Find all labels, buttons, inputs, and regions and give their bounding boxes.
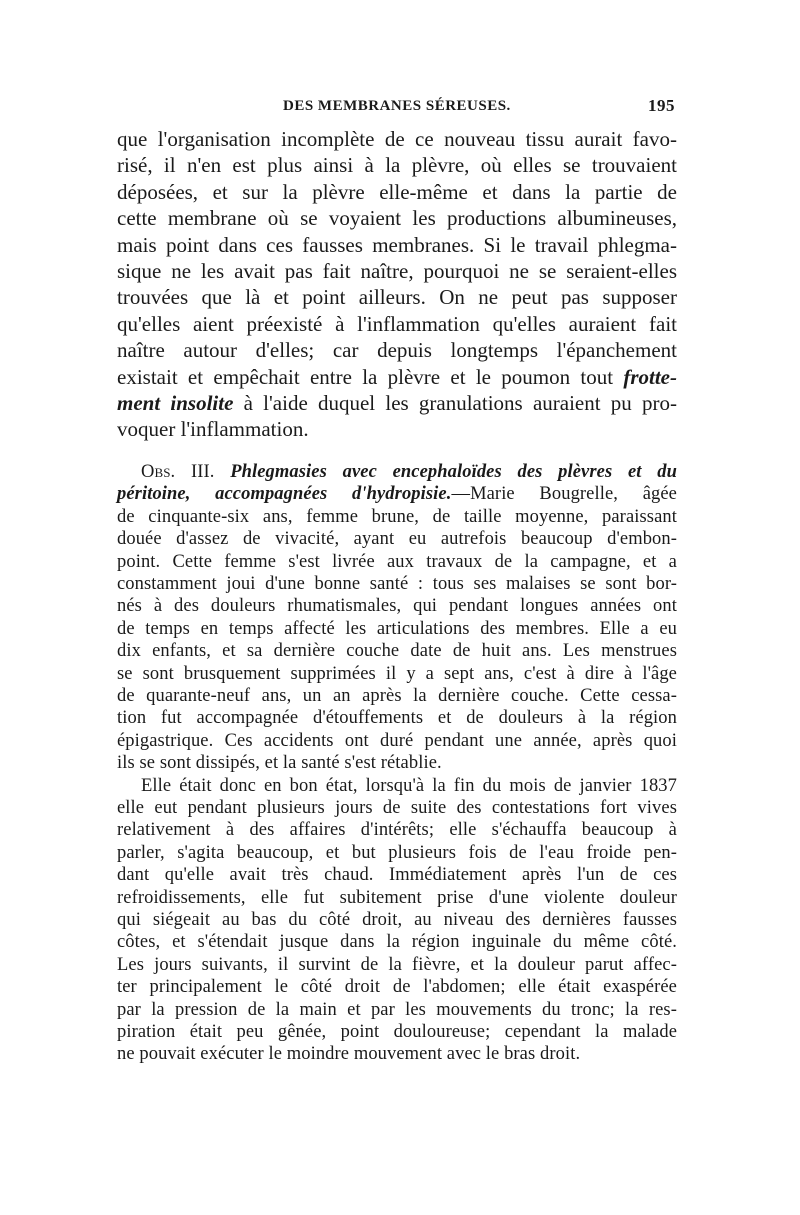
- text-line: de temps en temps affecté les articulations des membres. Elle a eu: [117, 618, 677, 639]
- text-line: mais point dans ces fausses membranes. Si le travail phlegma-: [117, 232, 677, 257]
- text-line: se sont brusquement supprimées il y a sept ans, c'est à dire à l'âge: [117, 663, 677, 684]
- text-line: par la pression de la main et par les mouvements du tronc; la res-: [117, 999, 677, 1020]
- text-line: parler, s'agita beaucoup, et but plusieurs fois de l'eau froide pen-: [117, 842, 677, 863]
- text-line: côtes, et s'étendait jusque dans la région inguinale du même côté.: [117, 932, 677, 953]
- running-title: DES MEMBRANES SÉREUSES.: [283, 98, 511, 114]
- text-line: elle eut pendant plusieurs jours de suite des contestations fort vives: [117, 797, 677, 818]
- text-fragment: existait et empêchait entre la plèvre et le poumon tout: [117, 364, 624, 389]
- text-line: [117, 390, 677, 416]
- page-number: 195: [648, 96, 675, 115]
- italic-term: ment insolite: [117, 391, 234, 416]
- text-line: douée d'assez de vivacité, ayant eu autrefois beaucoup d'embon-: [117, 529, 677, 550]
- text-line: de cinquante-six ans, femme brune, de taille moyenne, paraissant: [117, 506, 677, 527]
- book-page: [117, 96, 677, 1066]
- text-line: trouvées que là et point ailleurs. On ne peut pas supposer: [117, 285, 677, 310]
- text-line: naître autour d'elles; car depuis longtemps l'épanchement: [117, 338, 677, 363]
- text-line: épigastrique. Ces accidents ont duré pendant une année, après quoi: [117, 730, 677, 751]
- text-line: risé, il n'en est plus ainsi à la plèvre, où elles se trouvaient: [117, 153, 677, 178]
- text-line: cette membrane où se voyaient les productions albumineuses,: [117, 206, 677, 231]
- observation-label: Obs. III.: [141, 461, 215, 482]
- observation-section: [117, 461, 677, 1066]
- text-line: dant qu'elle avait très chaud. Immédiatement après l'un de ces: [117, 865, 677, 886]
- observation-title: péritoine, accompagnées d'hydropisie.: [117, 484, 452, 505]
- observation-heading-line: [117, 461, 677, 483]
- text-line: ter principalement le côté droit de l'abdomen; elle était exaspérée: [117, 977, 677, 998]
- text-line: ils se sont dissipés, et la santé s'est rétablie.: [117, 753, 442, 774]
- italic-term: frotte-: [623, 364, 677, 389]
- text-line: tion fut accompagnée d'étouffements et de douleurs à la région: [117, 708, 677, 729]
- text-line: Les jours suivants, il survint de la fièvre, et la douleur parut affec-: [117, 954, 677, 975]
- text-line: voquer l'inflammation.: [117, 417, 309, 442]
- text-line: qui siégeait au bas du côté droit, au niveau des dernières fausses: [117, 910, 677, 930]
- text-line: dix enfants, et sa dernière couche date de huit ans. Les menstrues: [117, 641, 677, 662]
- text-line: piration était peu gênée, point douloureuse; cependant la malade: [117, 1022, 677, 1043]
- text-line: déposées, et sur la plèvre elle-même et dans la partie de: [117, 179, 677, 204]
- observation-title: Phlegmasies avec encephaloïdes des plèvres et du: [214, 461, 677, 482]
- text-fragment: —Marie Bougrelle, âgée: [451, 484, 677, 505]
- running-header: [117, 96, 677, 126]
- text-line: Elle était donc en bon état, lorsqu'à la fin du mois de janvier 1837: [141, 775, 677, 796]
- text-line: nés à des douleurs rhumatismales, qui pendant longues années ont: [117, 596, 677, 617]
- text-line: de quarante-neuf ans, un an après la dernière couche. Cette cessa-: [117, 685, 677, 706]
- text-line: [117, 364, 677, 390]
- text-line: relativement à des affaires d'intérêts; elle s'échauffa beaucoup à: [117, 820, 677, 841]
- text-fragment: à l'aide duquel les granulations auraient pu pro-: [233, 391, 677, 416]
- text-line: sique ne les avait pas fait naître, pourquoi ne se seraient-elles: [117, 259, 677, 284]
- text-line: refroidissements, elle fut subitement prise d'une violente douleur: [117, 887, 677, 908]
- text-line: qu'elles aient préexisté à l'inflammation qu'elles auraient fait: [117, 311, 677, 336]
- text-line: ne pouvait exécuter le moindre mouvement avec le bras droit.: [117, 1044, 581, 1065]
- text-line: que l'organisation incomplète de ce nouveau tissu aurait favo-: [117, 127, 677, 151]
- text-line: constamment joui d'une bonne santé : tous ses malaises se sont bor-: [117, 573, 677, 594]
- observation-heading-line: [117, 483, 677, 505]
- paragraph-continuation: [117, 126, 677, 443]
- text-line: point. Cette femme s'est livrée aux travaux de la campagne, et a: [117, 551, 677, 572]
